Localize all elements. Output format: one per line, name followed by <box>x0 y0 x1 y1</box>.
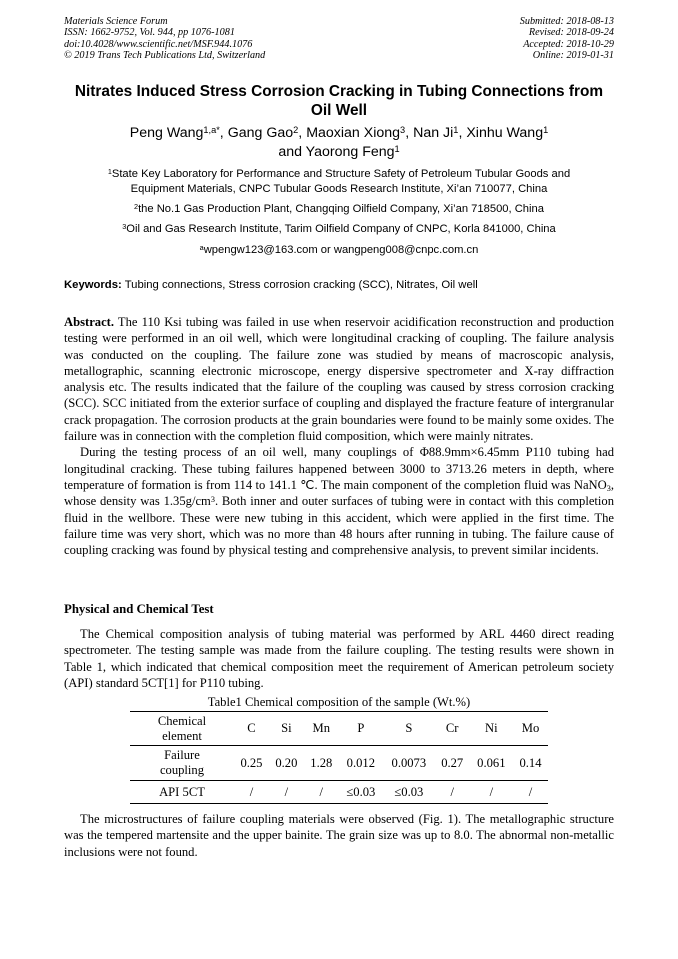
title-line-2: Oil Well <box>310 102 368 119</box>
abstract-paragraph <box>64 314 614 444</box>
affiliation-line <box>60 167 618 182</box>
date-submitted: Submitted: 2018-08-13 <box>519 16 614 27</box>
author-sep: , <box>298 125 307 141</box>
table-cell: 0.25 <box>234 746 269 781</box>
author-sep: , <box>219 125 228 141</box>
journal-doi[interactable]: doi:10.4028/www.scientific.net/MSF.944.1076 <box>64 38 253 50</box>
composition-table <box>130 711 548 804</box>
date-online: Online: 2019-01-31 <box>532 50 614 62</box>
submission-dates <box>520 16 614 62</box>
affiliation-text: the No.1 Gas Production Plant, Changqing Oilfield Company, Xi’an 718500, China <box>138 203 544 215</box>
author-sup: 3 <box>400 124 406 135</box>
intro-paragraph <box>64 444 614 558</box>
keywords-label: Keywords: <box>64 279 122 291</box>
author-sup: 1 <box>453 124 459 135</box>
chemical-paragraph: The Chemical composition analysis of tubing material was performed by ARL 4460 direct reading spectrometer. The testing sample was made from the failure coupling. The testing results were shown in Table 1, which indicated that chemical composition meet the requirement of American petroleum society (API) standard 5CT[1] for P110 tubing. <box>64 627 614 690</box>
author-name: Xinhu Wang <box>466 125 544 141</box>
journal-info <box>64 16 265 62</box>
intro-subscript: 3 <box>606 484 611 494</box>
email-text[interactable]: wpengw123@163.com or wangpeng008@cnpc.com.cn <box>203 244 479 256</box>
table-cell: / <box>435 781 470 804</box>
author-name: Gang Gao <box>227 125 294 141</box>
abstract-text: The 110 Ksi tubing was failed in use when reservoir acidification reconstruction and production testing were performed in an oil well, which were longitudinal cracking of coupling. The failure analysis was conducted on the coupling. The failure zone was studied by means of macroscopic analysis, metallographic, scanning electronic microscope, energy dispersive spectrometer and X-ray diffraction analysis etc. The results indicated that the failure of the coupling was caused by stress corrosion cracking (SCC). SCC initiated from the exterior surface of coupling and displayed the fracture feature of intergranular crack propagation. The corrosion products at the grain boundaries were found to be mainly some oxides. The failure was in connection with the completion fluid composition, which were mainly nitrates. <box>64 315 614 444</box>
author-sep: , <box>458 125 467 141</box>
paper-title <box>60 82 618 120</box>
table-cell: 0.20 <box>269 746 304 781</box>
row-label-line: coupling <box>159 763 205 777</box>
section-body <box>64 626 614 691</box>
affiliation-2 <box>60 202 618 217</box>
table-col-header: Mn <box>304 712 339 746</box>
table-cell: ≤0.03 <box>339 781 383 804</box>
table-row <box>130 781 548 804</box>
abstract-label: Abstract. <box>64 315 115 329</box>
affiliation-text: Oil and Gas Research Institute, Tarim Oilfield Company of CNPC, Korla 841000, China <box>126 223 556 235</box>
intro-superscript: 3 <box>210 494 215 504</box>
header-label-line: element <box>162 728 202 743</box>
table-caption: Table1 Chemical composition of the sample (Wt.%) <box>207 695 471 709</box>
table-cell: 0.061 <box>470 746 513 781</box>
section-heading: Physical and Chemical Test <box>64 602 214 616</box>
table-row-label <box>130 746 234 781</box>
author-name: Peng Wang <box>129 125 204 141</box>
table-col-header: C <box>234 712 269 746</box>
author-line-2 <box>60 143 618 162</box>
table-cell: / <box>234 781 269 804</box>
affiliation-line: Equipment Materials, CNPC Tubular Goods Research Institute, Xi’an 710077, China <box>130 183 548 195</box>
author-sup: 1 <box>543 124 549 135</box>
table-header-row <box>130 712 548 746</box>
author-sup: 2 <box>293 124 299 135</box>
affiliation-sup: 3 <box>122 221 127 231</box>
date-accepted: Accepted: 2018-10-29 <box>523 38 614 50</box>
author-line-1 <box>60 124 618 143</box>
intro-text-3: . Both inner and outer surfaces of tubing were in contact with this completion fluid in the wellbore. These were new tubing in this accident, which were applied in the first time. The failure time was very short, which was no more than 48 hours after running in tubing. The failure cause of coupling cracking was found by physical testing and comprehensive analysis, to prevent similar incidents. <box>64 494 615 558</box>
affiliation-sup: 2 <box>134 201 139 211</box>
date-revised: Revised: 2018-09-24 <box>528 27 614 39</box>
table-col-header: Cr <box>435 712 470 746</box>
author-sep: and <box>278 144 306 160</box>
author-sup: 1,a* <box>203 124 220 135</box>
author-name: Maoxian Xiong <box>306 125 401 141</box>
table-col-header: Si <box>269 712 304 746</box>
header-label-line: Chemical <box>157 713 207 728</box>
table-cell: / <box>304 781 339 804</box>
table-cell: / <box>470 781 513 804</box>
keywords-text: Tubing connections, Stress corrosion cracking (SCC), Nitrates, Oil well <box>121 279 478 291</box>
table-cell: / <box>513 781 548 804</box>
journal-name: Materials Science Forum <box>64 16 168 27</box>
author-email <box>60 243 618 258</box>
affiliation-text: State Key Laboratory for Performance and Structure Safety of Petroleum Tubular Goods and <box>111 168 571 180</box>
microstructure-section <box>64 811 614 860</box>
table-cell: ≤0.03 <box>383 781 435 804</box>
author-name: Yaorong Feng <box>305 144 395 160</box>
table-cell: / <box>269 781 304 804</box>
table-cell: 0.27 <box>435 746 470 781</box>
row-label-line: Failure <box>164 748 200 762</box>
intro-text-1: During the testing process of an oil well, many couplings of Φ88.9mm×6.45mm P110 tubing had longitudinal cracking. These tubing failures happened between 3000 to 3713.26 meters in depth, where temperature of formation is from 114 to 141.1 ℃. The main component of the completion fluid was NaNO <box>64 445 614 492</box>
affiliation-1 <box>60 167 618 197</box>
table-col-header: Mo <box>513 712 548 746</box>
author-sep: , <box>405 125 414 141</box>
table-col-header: P <box>339 712 383 746</box>
table-cell: 1.28 <box>304 746 339 781</box>
table-row <box>130 746 548 781</box>
journal-copyright: © 2019 Trans Tech Publications Ltd, Switzerland <box>64 50 266 62</box>
keywords <box>64 278 614 293</box>
table-header-label <box>130 712 234 746</box>
table-row-label: API 5CT <box>130 781 234 804</box>
abstract <box>64 314 614 558</box>
author-name: Nan Ji <box>413 125 454 141</box>
title-line-1: Nitrates Induced Stress Corrosion Cracking in Tubing Connections from <box>74 83 604 100</box>
table-col-header: Ni <box>470 712 513 746</box>
author-sup: 1 <box>394 143 400 154</box>
table-col-header: S <box>383 712 435 746</box>
intro-text-2: , whose density was 1.35g/cm <box>64 477 614 509</box>
table-cell: 0.14 <box>513 746 548 781</box>
affiliation-sup: 1 <box>107 166 112 176</box>
email-sup: a <box>199 242 204 252</box>
author-list <box>60 124 618 162</box>
journal-issn: ISSN: 1662-9752, Vol. 944, pp 1076-1081 <box>64 27 235 39</box>
microstructure-paragraph: The microstructures of failure coupling materials were observed (Fig. 1). The metallographic structure was the tempered martensite and the upper bainite. The grain size was up to 8.0. The abnormal non-metallic inclusions were not found. <box>64 812 614 859</box>
table-cell: 0.0073 <box>383 746 435 781</box>
table-cell: 0.012 <box>339 746 383 781</box>
affiliation-3 <box>60 222 618 237</box>
